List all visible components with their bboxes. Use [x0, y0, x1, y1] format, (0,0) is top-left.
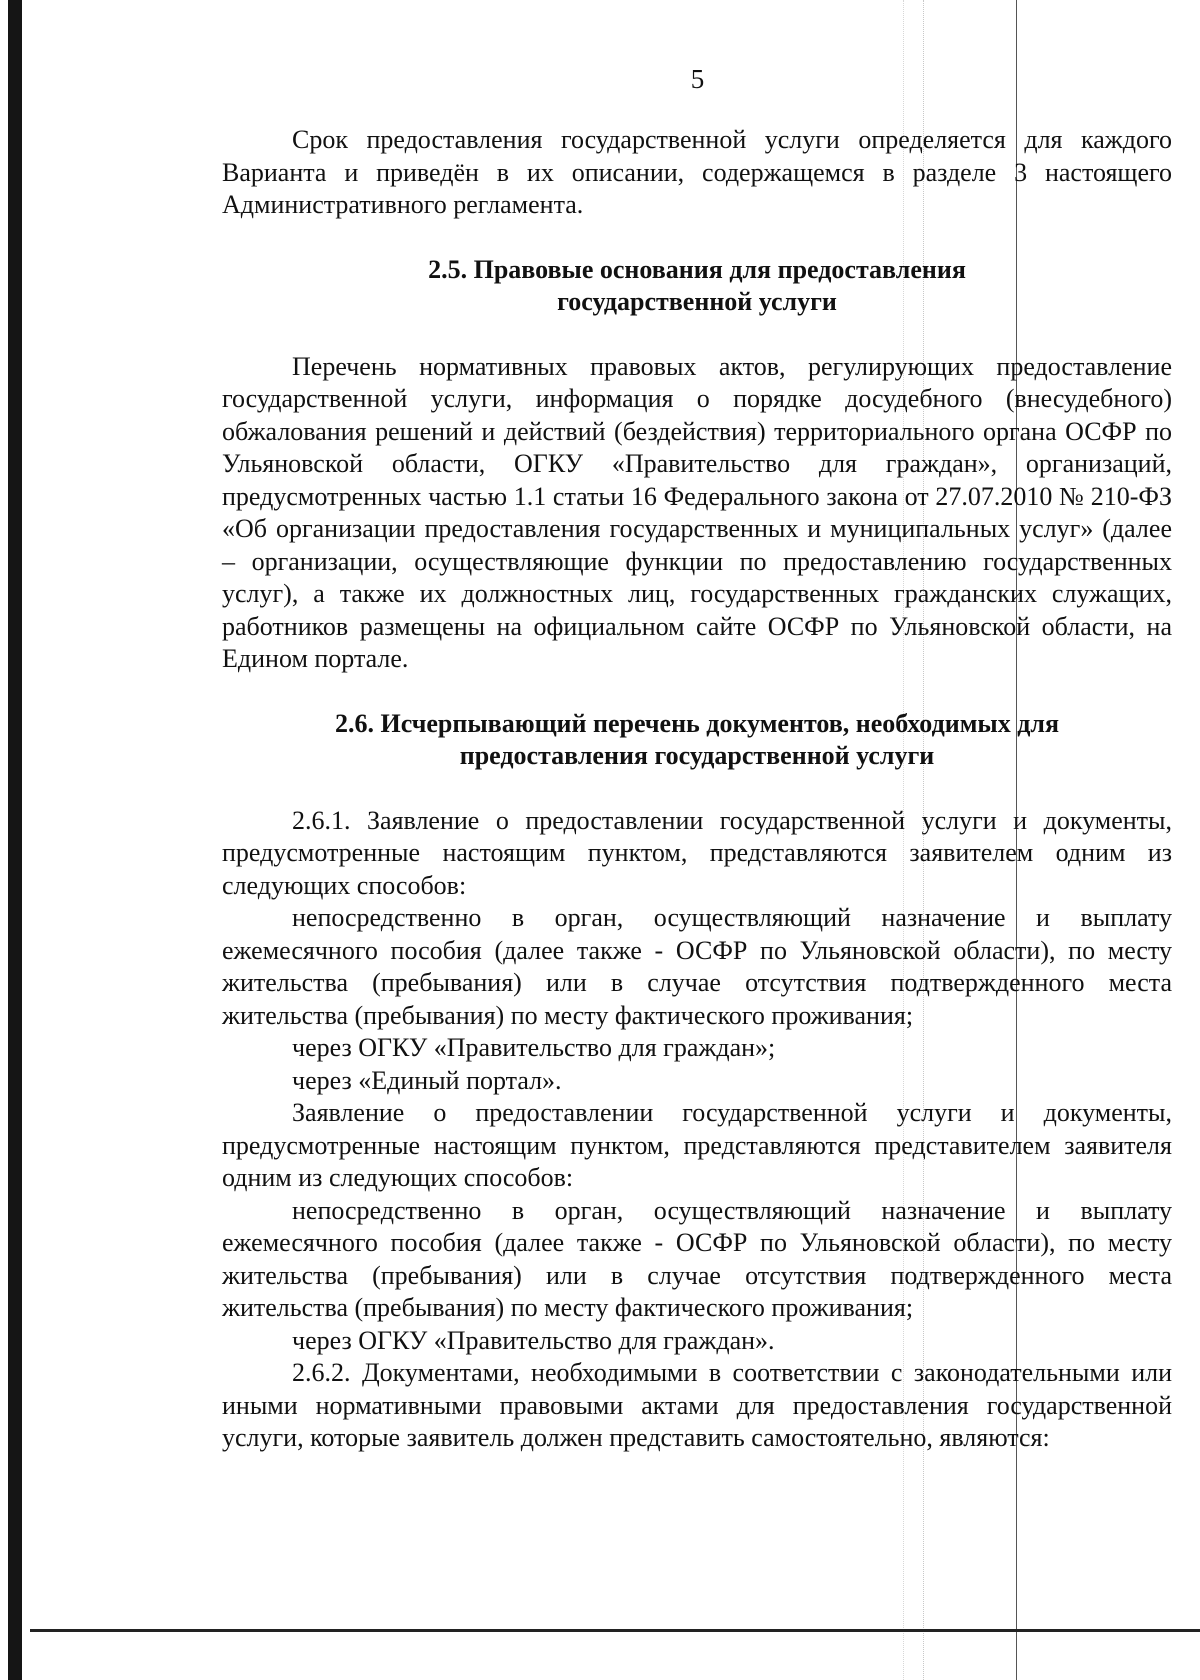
section-heading-2-5	[222, 254, 1172, 319]
section-heading-line: 2.6. Исчерпывающий перечень документов, необходимых для	[334, 708, 1060, 738]
section-heading-line: государственной услуги	[557, 287, 837, 316]
section-heading-line: 2.5. Правовые основания для предоставления	[428, 254, 966, 284]
paragraph-2-6-1: 2.6.1. Заявление о предоставлении государственной услуги и документы, предусмотренные настоящим пунктом, представляются заявителем одним из следующих способов:	[222, 805, 1172, 900]
list-item-ogku: через ОГКУ «Правительство для граждан».	[292, 1325, 775, 1355]
list-item-ogku: через ОГКУ «Правительство для граждан»;	[292, 1033, 776, 1062]
section-heading-2-6	[222, 708, 1172, 773]
paragraph-representative: Заявление о предоставлении государственной услуги и документы, предусмотренные настоящим пунктом, представляются представителем заявителя одним из следующих способов:	[222, 1098, 1172, 1192]
section-heading-line: предоставления государственной услуги	[459, 741, 935, 770]
paragraph-2-6-2: 2.6.2. Документами, необходимыми в соответствии с законодательными или иными нормативными правовыми актами для предоставления государственной услуги, которые заявитель должен представить самостоятельно, являются:	[222, 1358, 1172, 1452]
scan-bottom-edge	[30, 1629, 1200, 1632]
list-item-portal: через «Единый портал».	[292, 1065, 562, 1095]
list-item-direct: непосредственно в орган, осуществляющий назначение и выплату ежемесячного пособия (далее также - ОСФР по Ульяновской области), по месту жительства (пребывания) или в случае отсутствия подтвержденного места жительства (пребывания) по месту фактического проживания;	[222, 1195, 1172, 1322]
paragraph-service-term: Срок предоставления государственной услуги определяется для каждого Варианта и приведён в их описании, содержащемся в разделе 3 настоящего Административного регламента.	[222, 125, 1172, 219]
scan-left-edge	[8, 0, 22, 1680]
document-body	[222, 124, 1172, 1455]
paragraph-legal-basis: Перечень нормативных правовых актов, регулирующих предоставление государственной услуги, информация о порядке досудебного (внесудебного) обжалования решений и действий (бездействия) территориального органа ОСФР по Ульяновской области, ОГКУ «Правительство для граждан», организаций, предусмотренных частью 1.1 статьи 16 Федерального закона от 27.07.2010 № 210-ФЗ «Об организации предоставления государственных и муниципальных услуг» (далее – организации, осуществляющие функции по предоставлению государственных услуг), а также их должностных лиц, государственных гражданских служащих, работников размещены на официальном сайте ОСФР по Ульяновской области, на Едином портале.	[222, 351, 1172, 673]
list-item-direct: непосредственно в орган, осуществляющий назначение и выплату ежемесячного пособия (далее также - ОСФР по Ульяновской области), по месту жительства (пребывания) или в случае отсутствия подтвержденного места жительства (пребывания) по месту фактического проживания;	[222, 903, 1172, 1030]
page-number: 5	[690, 64, 705, 94]
